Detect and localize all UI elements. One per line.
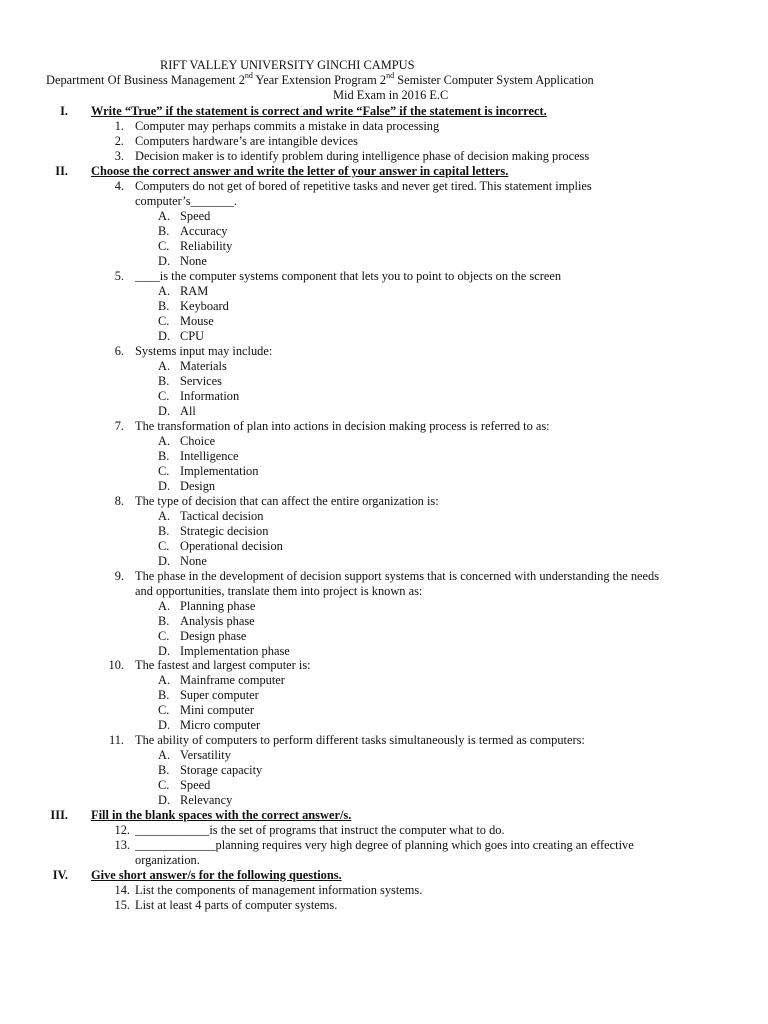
question-number: 15.	[114, 898, 130, 912]
option-letter: C.	[158, 314, 170, 328]
question-text: Computers do not get of bored of repetitive tasks and never get tired. This statement implies	[135, 179, 592, 193]
question-number: 6.	[114, 344, 124, 358]
option-letter: A.	[158, 748, 171, 762]
question-number: 5.	[114, 269, 124, 283]
option-text: Materials	[180, 359, 227, 373]
option-letter: D.	[158, 644, 171, 658]
question-number: 10.	[108, 658, 124, 672]
section-title: Write “True” if the statement is correct and write “False” if the statement is incorrect.	[91, 104, 547, 118]
question-text: ____________is the set of programs that instruct the computer what to do.	[135, 823, 505, 837]
option-letter: C.	[158, 539, 170, 553]
option-text: Intelligence	[180, 449, 239, 463]
option-text: Speed	[180, 209, 211, 223]
question-number: 2.	[114, 134, 124, 148]
option-text: Mouse	[180, 314, 214, 328]
option-letter: A.	[158, 599, 171, 613]
question-text: Computer may perhaps commits a mistake in data processing	[135, 119, 440, 133]
section-number: IV.	[52, 868, 68, 882]
option-text: Reliability	[180, 239, 233, 253]
section-title: Fill in the blank spaces with the correct answer/s.	[91, 808, 352, 822]
option-letter: A.	[158, 359, 171, 373]
exam-title: Mid Exam in 2016 E.C	[333, 88, 449, 102]
question-text: Systems input may include:	[135, 344, 273, 358]
option-text: Versatility	[180, 748, 231, 762]
option-text: Speed	[180, 778, 211, 792]
option-letter: D.	[158, 479, 171, 493]
question-text-continued: organization.	[135, 853, 200, 867]
question-text-continued: and opportunities, translate them into project is known as:	[135, 584, 423, 598]
option-text: None	[180, 554, 207, 568]
option-letter: A.	[158, 434, 171, 448]
question-text: The type of decision that can affect the entire organization is:	[135, 494, 439, 508]
question-number: 7.	[114, 419, 124, 433]
section-number: III.	[50, 808, 68, 822]
question-text: ____is the computer systems component that lets you to point to objects on the screen	[135, 269, 562, 283]
option-text: Storage capacity	[180, 763, 263, 777]
option-text: Operational decision	[180, 539, 283, 553]
option-text: Mini computer	[180, 703, 254, 717]
option-text: Choice	[180, 434, 216, 448]
question-text: Computers hardware’s are intangible devices	[135, 134, 358, 148]
question-text: Decision maker is to identify problem during intelligence phase of decision making process	[135, 149, 590, 163]
option-letter: C.	[158, 629, 170, 643]
option-letter: B.	[158, 374, 170, 388]
option-text: None	[180, 254, 207, 268]
option-letter: A.	[158, 509, 171, 523]
option-letter: B.	[158, 688, 170, 702]
section-number: I.	[60, 104, 68, 118]
option-letter: C.	[158, 703, 170, 717]
section-title: Choose the correct answer and write the letter of your answer in capital letters.	[91, 164, 509, 178]
option-letter: B.	[158, 449, 170, 463]
option-text: Design	[180, 479, 216, 493]
option-text: RAM	[180, 284, 209, 298]
section-title: Give short answer/s for the following questions.	[91, 868, 342, 882]
option-letter: D.	[158, 793, 171, 807]
option-text: Services	[180, 374, 222, 388]
option-letter: B.	[158, 299, 170, 313]
option-text: CPU	[180, 329, 205, 343]
option-text: Accuracy	[180, 224, 228, 238]
option-letter: D.	[158, 404, 171, 418]
option-letter: B.	[158, 224, 170, 238]
option-text: Mainframe computer	[180, 673, 285, 687]
question-text: The phase in the development of decision support systems that is concerned with understanding the needs	[135, 569, 660, 583]
option-text: Implementation	[180, 464, 259, 478]
option-text: Information	[180, 389, 240, 403]
option-letter: C.	[158, 389, 170, 403]
question-text: The fastest and largest computer is:	[135, 658, 311, 672]
question-text: List at least 4 parts of computer systems.	[135, 898, 338, 912]
option-letter: C.	[158, 239, 170, 253]
department-line: Department Of Business Management 2nd Year Extension Program 2nd Semister Computer System Application	[46, 70, 594, 87]
question-text: _____________planning requires very high degree of planning which goes into creating an effective	[135, 838, 634, 852]
option-text: Strategic decision	[180, 524, 269, 538]
question-number: 14.	[114, 883, 130, 897]
option-text: Design phase	[180, 629, 247, 643]
option-text: Keyboard	[180, 299, 229, 313]
option-letter: D.	[158, 718, 171, 732]
university-title: RIFT VALLEY UNIVERSITY GINCHI CAMPUS	[160, 58, 415, 72]
option-text: Implementation phase	[180, 644, 290, 658]
option-letter: D.	[158, 254, 171, 268]
option-letter: D.	[158, 554, 171, 568]
option-letter: A.	[158, 209, 171, 223]
option-letter: A.	[158, 673, 171, 687]
question-number: 1.	[114, 119, 124, 133]
option-text: Relevancy	[180, 793, 233, 807]
question-text: The ability of computers to perform different tasks simultaneously is termed as computers:	[135, 733, 585, 747]
question-number: 3.	[114, 149, 124, 163]
option-letter: B.	[158, 763, 170, 777]
option-letter: B.	[158, 524, 170, 538]
question-number: 11.	[108, 733, 124, 747]
option-letter: C.	[158, 464, 170, 478]
option-letter: C.	[158, 778, 170, 792]
question-number: 9.	[114, 569, 124, 583]
option-letter: A.	[158, 284, 171, 298]
option-letter: B.	[158, 614, 170, 628]
question-number: 4.	[114, 179, 124, 193]
question-text: The transformation of plan into actions in decision making process is referred to as:	[135, 419, 550, 433]
option-text: All	[180, 404, 196, 418]
section-number: II.	[55, 164, 68, 178]
question-number: 13.	[114, 838, 130, 852]
option-letter: D.	[158, 329, 171, 343]
option-text: Analysis phase	[180, 614, 255, 628]
question-number: 12.	[114, 823, 130, 837]
question-text-continued: computer’s_______.	[135, 194, 237, 208]
option-text: Micro computer	[180, 718, 261, 732]
question-text: List the components of management information systems.	[135, 883, 423, 897]
option-text: Super computer	[180, 688, 259, 702]
option-text: Tactical decision	[180, 509, 264, 523]
option-text: Planning phase	[180, 599, 256, 613]
question-number: 8.	[114, 494, 124, 508]
